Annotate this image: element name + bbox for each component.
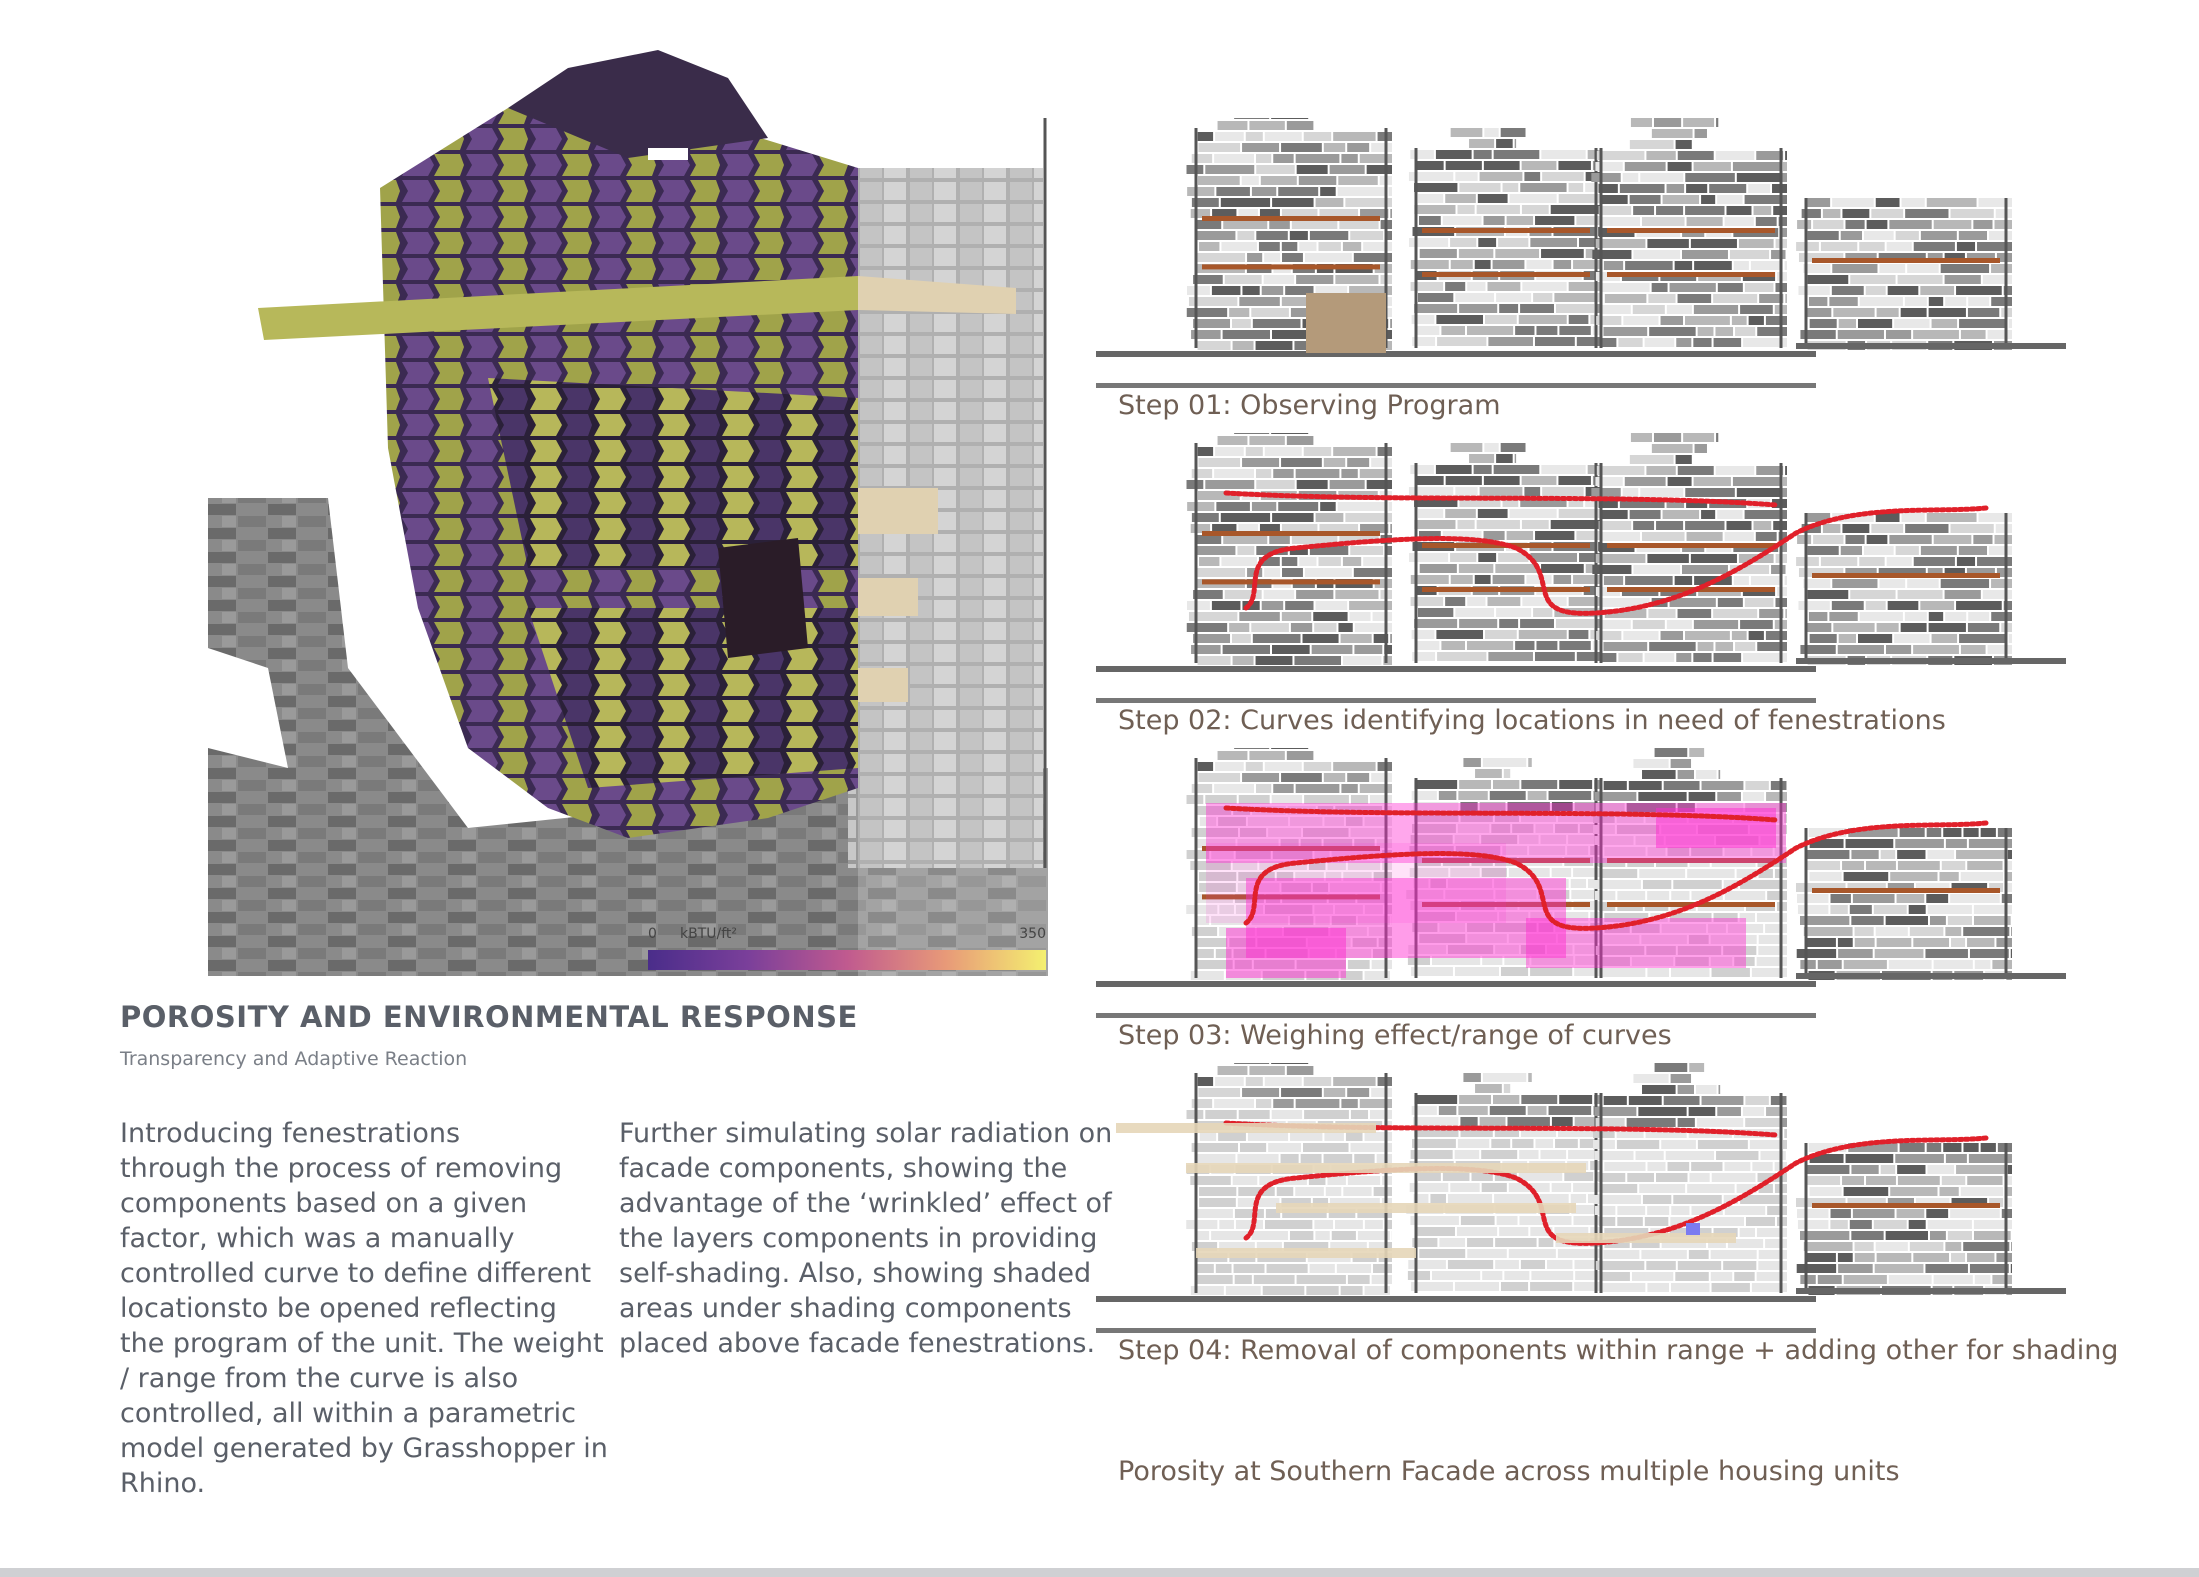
body-line: self-shading. Also, showing shaded — [619, 1258, 1092, 1289]
body-line: model generated by Grasshopper in — [120, 1433, 608, 1464]
elevation-step-04 — [1096, 1063, 2066, 1333]
body-line: controlled, all within a parametric — [120, 1398, 577, 1429]
housing-unit-block — [1796, 828, 2012, 980]
body-line: factor, which was a manually — [120, 1223, 515, 1254]
body-line: Rhino. — [120, 1468, 206, 1499]
footer-caption: Porosity at Southern Facade across multiple housing units — [1118, 1456, 1900, 1487]
body-line: the program of the unit. The weight — [120, 1328, 604, 1359]
legend-gradient-bar — [648, 950, 1046, 970]
legend-min: 0 — [648, 926, 657, 942]
body-line: advantage of the ‘wrinkled’ effect of — [619, 1188, 1112, 1219]
step-caption-01: Step 01: Observing Program — [1118, 390, 1501, 421]
step-caption-04: Step 04: Removal of components within range + adding other for shading — [1118, 1335, 2119, 1366]
body-line: facade components, showing the — [619, 1153, 1068, 1184]
housing-unit-block — [1796, 513, 2012, 665]
body-line: controlled curve to define different — [120, 1258, 592, 1289]
radiation-legend — [648, 926, 1046, 972]
body-line: through the process of removing — [120, 1153, 563, 1184]
housing-unit-block — [1591, 433, 1787, 663]
housing-unit-block — [1591, 118, 1787, 348]
legend-unit: kBTU/ft² — [680, 926, 738, 942]
housing-unit-block — [1593, 1063, 1787, 1293]
housing-unit-block — [1796, 1143, 2012, 1295]
elevation-step-01 — [1096, 118, 2066, 388]
elevation-step-03 — [1096, 748, 2066, 1018]
body-line: placed above facade fenestrations. — [619, 1328, 1096, 1359]
page-title: POROSITY AND ENVIRONMENTAL RESPONSE — [120, 1000, 858, 1034]
housing-unit-block — [1409, 443, 1602, 663]
body-line: components based on a given — [120, 1188, 528, 1219]
step-caption-03: Step 03: Weighing effect/range of curves — [1118, 1020, 1672, 1051]
body-line: Further simulating solar radiation on — [619, 1118, 1113, 1149]
facade-radiation-render — [208, 48, 1048, 976]
bottom-divider — [0, 1568, 2199, 1577]
step-caption-02: Step 02: Curves identifying locations in need of fenestrations — [1118, 705, 1946, 736]
body-column-1 — [120, 1116, 608, 1501]
body-line: the layers components in providing — [619, 1223, 1098, 1254]
body-line: / range from the curve is also — [120, 1363, 519, 1394]
body-column-2 — [619, 1116, 1113, 1361]
page-subtitle: Transparency and Adaptive Reaction — [120, 1048, 468, 1070]
housing-unit-block — [1406, 1073, 1602, 1293]
housing-unit-block — [1796, 198, 2012, 350]
body-line: locationsto be opened reflecting — [120, 1293, 557, 1324]
body-line: areas under shading components — [619, 1293, 1072, 1324]
body-line: Introducing fenestrations — [120, 1118, 461, 1149]
legend-max: 350 — [1019, 926, 1046, 942]
housing-unit-block — [1409, 128, 1602, 348]
elevation-step-02 — [1096, 433, 2066, 703]
